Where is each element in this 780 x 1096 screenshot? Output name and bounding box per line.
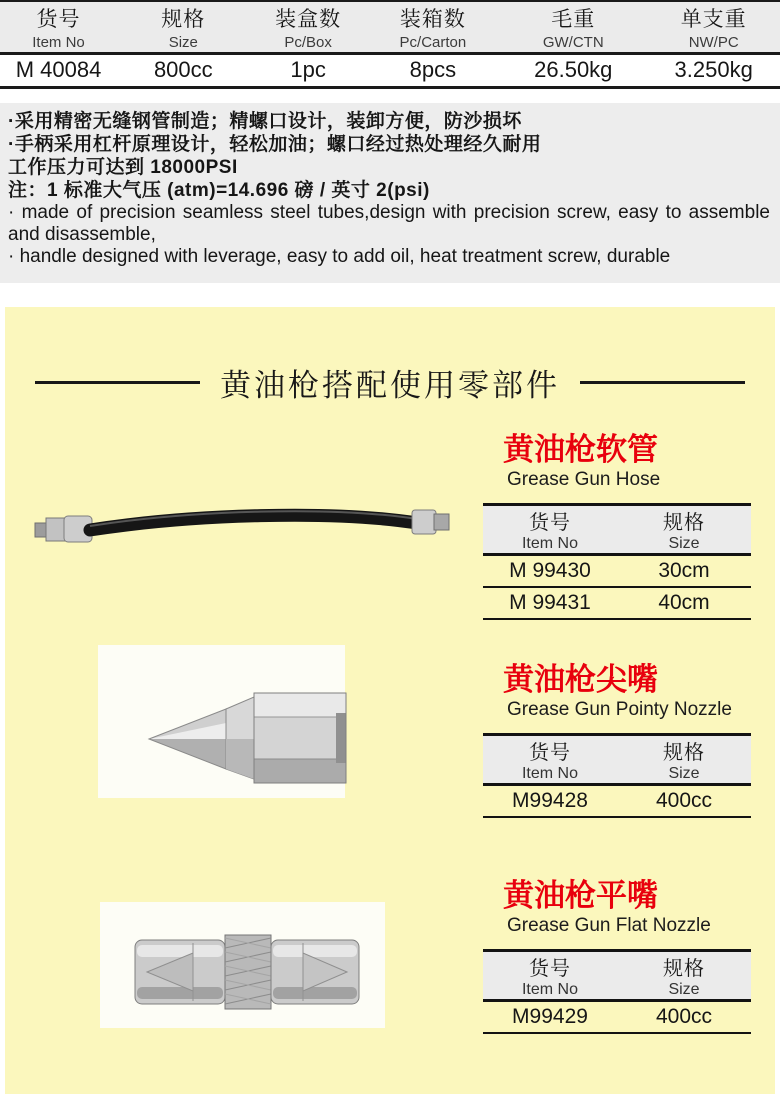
grease-gun-pointy-nozzle-image xyxy=(98,645,345,798)
accessories-section-title: 黄油枪搭配使用零部件 xyxy=(220,368,560,403)
header-zh: 单支重 xyxy=(680,8,747,32)
table-row xyxy=(483,785,751,817)
table-header-row xyxy=(483,505,751,555)
cell-size: 400cc xyxy=(617,1001,751,1033)
header-en: GW/CTN xyxy=(542,34,604,52)
col-size xyxy=(617,951,751,1001)
product-title-en: Grease Gun Pointy Nozzle xyxy=(507,699,732,720)
col-size xyxy=(617,505,751,555)
spec-header-size xyxy=(117,1,250,53)
col-label-en: Size xyxy=(668,765,700,782)
header-en: NW/PC xyxy=(688,34,739,52)
product-flat-nozzle-info xyxy=(483,879,751,1034)
spec-header-item-no xyxy=(0,1,117,53)
accessories-section-title-row xyxy=(5,360,775,405)
product-title-en: Grease Gun Hose xyxy=(507,469,661,490)
spec-pc-carton: 8pcs xyxy=(409,57,457,82)
flat-nozzle-drawing xyxy=(133,930,363,1014)
col-label-en: Item No xyxy=(521,765,578,782)
col-label-zh: 规格 xyxy=(663,742,705,764)
description-line-zh: 工作压力可达到 18000PSI xyxy=(8,157,238,178)
product-title-zh: 黄油枪平嘴 xyxy=(503,878,658,913)
cell-size: 400cc xyxy=(617,785,751,817)
product-title-zh: 黄油枪尖嘴 xyxy=(503,662,658,697)
col-label-en: Size xyxy=(668,981,700,998)
spec-value-row xyxy=(0,53,780,87)
grease-gun-flat-nozzle-image xyxy=(100,902,385,1028)
product-hose-table xyxy=(483,503,751,620)
col-item-no xyxy=(483,505,617,555)
spec-header-nw-pc xyxy=(647,1,780,53)
header-en: Item No xyxy=(32,34,85,52)
spec-nw-pc: 3.250kg xyxy=(674,57,753,82)
col-label-en: Item No xyxy=(521,981,578,998)
header-zh: 规格 xyxy=(161,8,206,32)
product-title-zh: 黄油枪软管 xyxy=(503,432,658,467)
table-row xyxy=(483,1001,751,1033)
header-en: Size xyxy=(168,34,198,52)
header-zh: 货号 xyxy=(36,8,81,32)
cell-item-no: M99428 xyxy=(483,785,617,817)
header-zh: 毛重 xyxy=(551,8,596,32)
col-label-zh: 货号 xyxy=(529,742,571,764)
pointy-nozzle-drawing xyxy=(146,687,351,787)
table-header-row xyxy=(483,951,751,1001)
cell-size: 40cm xyxy=(617,587,751,619)
spec-pc-box: 1pc xyxy=(290,57,326,82)
col-label-en: Size xyxy=(668,535,700,552)
spec-gw-ctn: 26.50kg xyxy=(534,57,613,82)
spec-header-row xyxy=(0,1,780,53)
table-row xyxy=(483,587,751,619)
description-line-zh: ·采用精密无缝钢管制造；精螺口设计，装卸方便，防沙损坏 xyxy=(8,111,522,132)
cell-item-no: M 99431 xyxy=(483,587,617,619)
divider-line-right xyxy=(580,381,745,384)
header-zh: 装盒数 xyxy=(275,8,342,32)
product-hose-info xyxy=(483,433,751,620)
description-line-zh: ·手柄采用杠杆原理设计，轻松加油；螺口经过热处理经久耐用 xyxy=(8,134,542,155)
col-item-no xyxy=(483,951,617,1001)
cell-item-no: M 99430 xyxy=(483,555,617,587)
table-header-row xyxy=(483,735,751,785)
description-line-en: · made of precision seamless steel tubes,design with precision screw, easy to assemble and disassemble, xyxy=(8,202,770,245)
spec-header-pc-carton xyxy=(367,1,500,53)
col-label-zh: 货号 xyxy=(529,958,571,980)
cell-item-no: M99429 xyxy=(483,1001,617,1033)
spec-size: 800cc xyxy=(153,57,213,82)
spec-table xyxy=(0,0,780,89)
col-label-zh: 规格 xyxy=(663,512,705,534)
col-label-zh: 货号 xyxy=(529,512,571,534)
header-zh: 装箱数 xyxy=(399,8,466,32)
col-item-no xyxy=(483,735,617,785)
header-en: Pc/Box xyxy=(284,34,332,52)
description-line-en: · handle designed with leverage, easy to add oil, heat treatment screw, durable xyxy=(8,246,671,267)
divider-line-left xyxy=(35,381,200,384)
cell-size: 30cm xyxy=(617,555,751,587)
accessories-panel xyxy=(5,307,775,1094)
col-label-zh: 规格 xyxy=(663,958,705,980)
header-en: Pc/Carton xyxy=(399,34,467,52)
col-label-en: Item No xyxy=(521,535,578,552)
description-line-zh: 注：1 标准大气压 (atm)=14.696 磅 / 英寸 2(psi) xyxy=(8,180,430,201)
product-pointy-nozzle-info xyxy=(483,663,751,818)
product-description xyxy=(0,103,780,283)
col-size xyxy=(617,735,751,785)
product-title-en: Grease Gun Flat Nozzle xyxy=(507,915,711,936)
grease-gun-hose-image xyxy=(33,499,451,559)
table-row xyxy=(483,555,751,587)
product-flat-nozzle-table xyxy=(483,949,751,1034)
product-pointy-nozzle-table xyxy=(483,733,751,818)
spec-header-gw-ctn xyxy=(499,1,647,53)
spec-header-pc-box xyxy=(250,1,367,53)
spec-item-no: M 40084 xyxy=(15,57,102,82)
